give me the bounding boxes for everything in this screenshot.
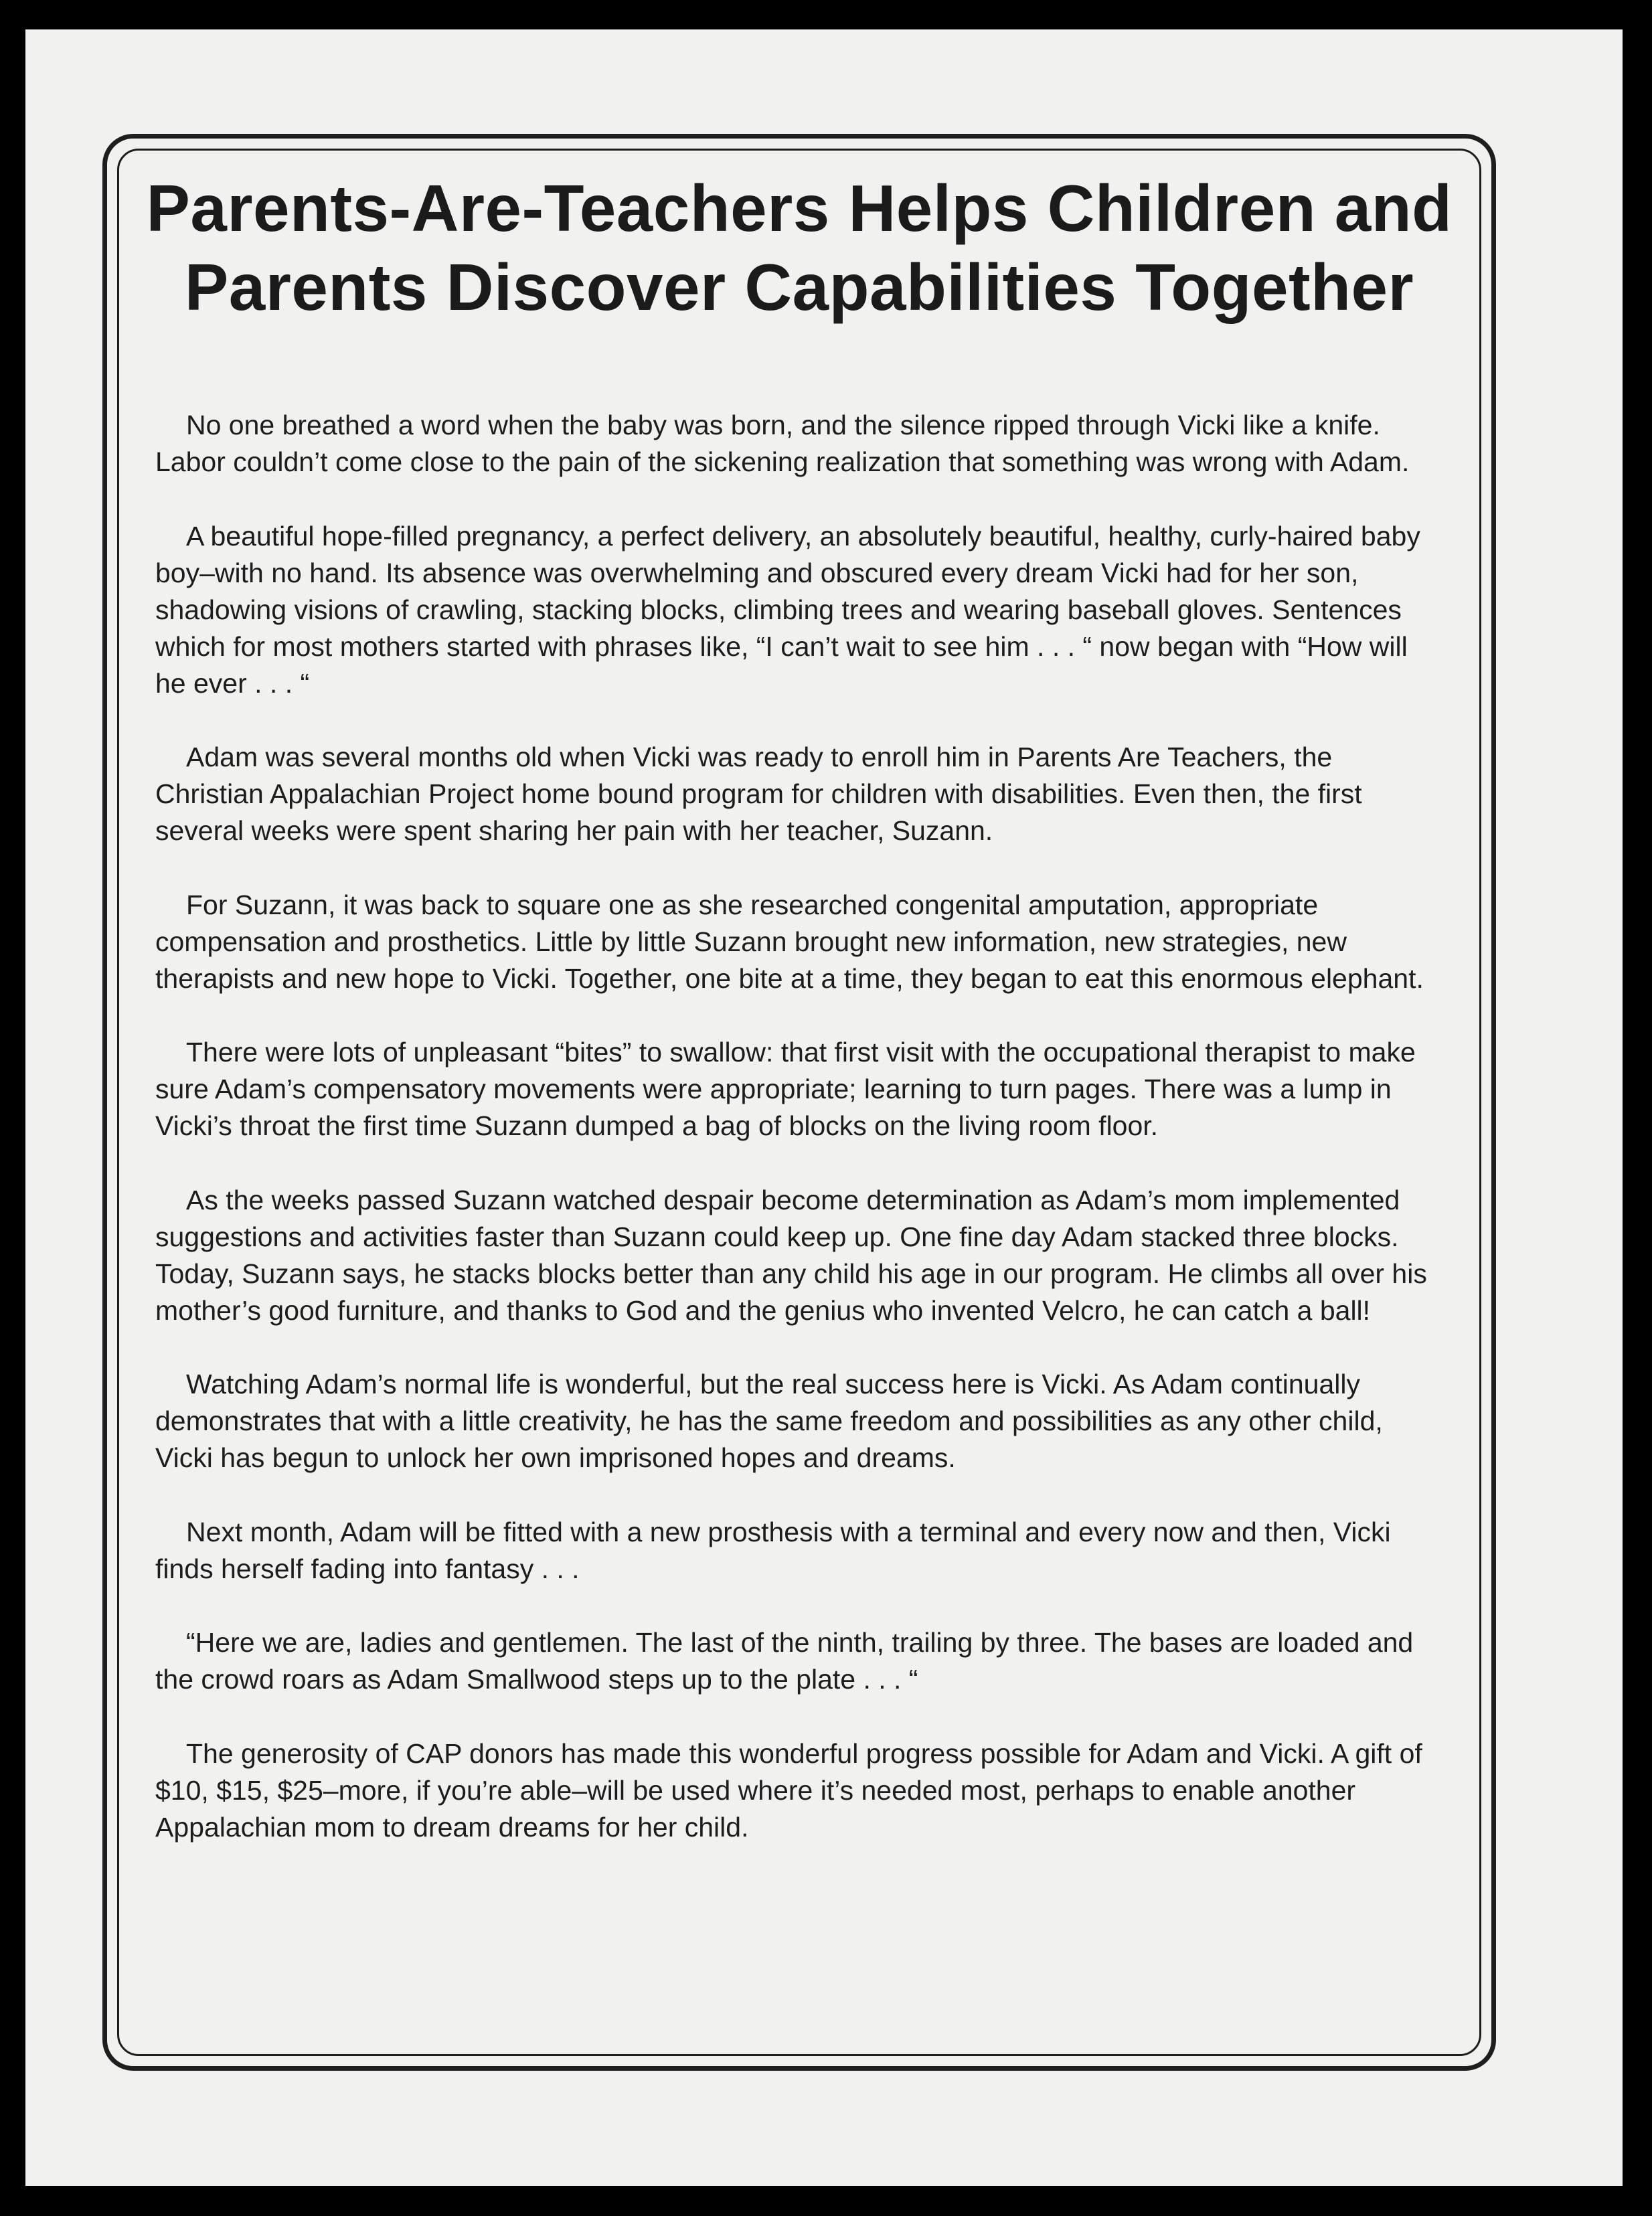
article-paragraph: Next month, Adam will be fitted with a new prosthesis with a terminal and every now and then, Vicki finds herself fading into fantasy . . . bbox=[155, 1516, 1391, 1584]
article-paragraph: As the weeks passed Suzann watched despair become determination as Adam’s mom implemented suggestions and activities faster than Suzann could keep up. One fine day Adam stacked three blocks. Today, Suzann says, he stacks blocks better than any child his age in our program. He climbs all over his mother’s good furniture, and thanks to God and the genius who invented Velcro, he can catch a ball! bbox=[155, 1184, 1427, 1326]
article-paragraph: “Here we are, ladies and gentlemen. The last of the ninth, trailing by three. The bases are loaded and the crowd roars as Adam Smallwood steps up to the plate . . . “ bbox=[155, 1627, 1414, 1695]
article-paragraph: No one breathed a word when the baby was born, and the silence ripped through Vicki like a knife. Labor couldn’t come close to the pain of the sickening realization that something was wrong with Adam. bbox=[155, 410, 1410, 477]
article-paragraph: The generosity of CAP donors has made this wonderful progress possible for Adam and Vicki. A gift of $10, $15, $25–more, if you’re able–will be used where it’s needed most, perhaps to enable another Appalachian mom to dream dreams for her child. bbox=[155, 1737, 1422, 1843]
article-paragraph: Adam was several months old when Vicki was ready to enroll him in Parents Are Teachers, the Christian Appalachian Project home bound program for children with disabilities. Even then, the first several weeks were spent sharing her pain with her teacher, Suzann. bbox=[155, 742, 1362, 846]
article-paragraph: There were lots of unpleasant “bites” to swallow: that first visit with the occupational therapist to make sure Adam’s compensatory movements were appropriate; learning to turn pages. There was a lump in Vicki’s throat the first time Suzann dumped a bag of blocks on the living room floor. bbox=[155, 1037, 1416, 1141]
article-paragraph: A beautiful hope-filled pregnancy, a perfect delivery, an absolutely beautiful, healthy, curly-haired baby boy–with no hand. Its absence was overwhelming and obscured every dream Vicki had for her son, shadowing visions of crawling, stacking blocks, climbing trees and wearing baseball gloves. Sentences which for most mothers started with phrases like, “I can’t wait to see him . . . “ now began with “How will he ever . . . “ bbox=[155, 520, 1420, 699]
article-paragraph: Watching Adam’s normal life is wonderful, but the real success here is Vicki. As Adam continually demonstrates that with a little creativity, he has the same freedom and possibilities as any other child, Vicki has begun to unlock her own imprisoned hopes and dreams. bbox=[155, 1369, 1383, 1473]
article-body bbox=[155, 407, 1430, 1846]
article-paragraph: For Suzann, it was back to square one as she researched congenital amputation, appropriate compensation and prosthetics. Little by little Suzann brought new information, new strategies, new therapists and new hope to Vicki. Together, one bite at a time, they began to eat this enormous elephant. bbox=[155, 889, 1424, 994]
article-title: Parents-Are-Teachers Helps Children and Parents Discover Capabilities Together bbox=[146, 171, 1453, 324]
